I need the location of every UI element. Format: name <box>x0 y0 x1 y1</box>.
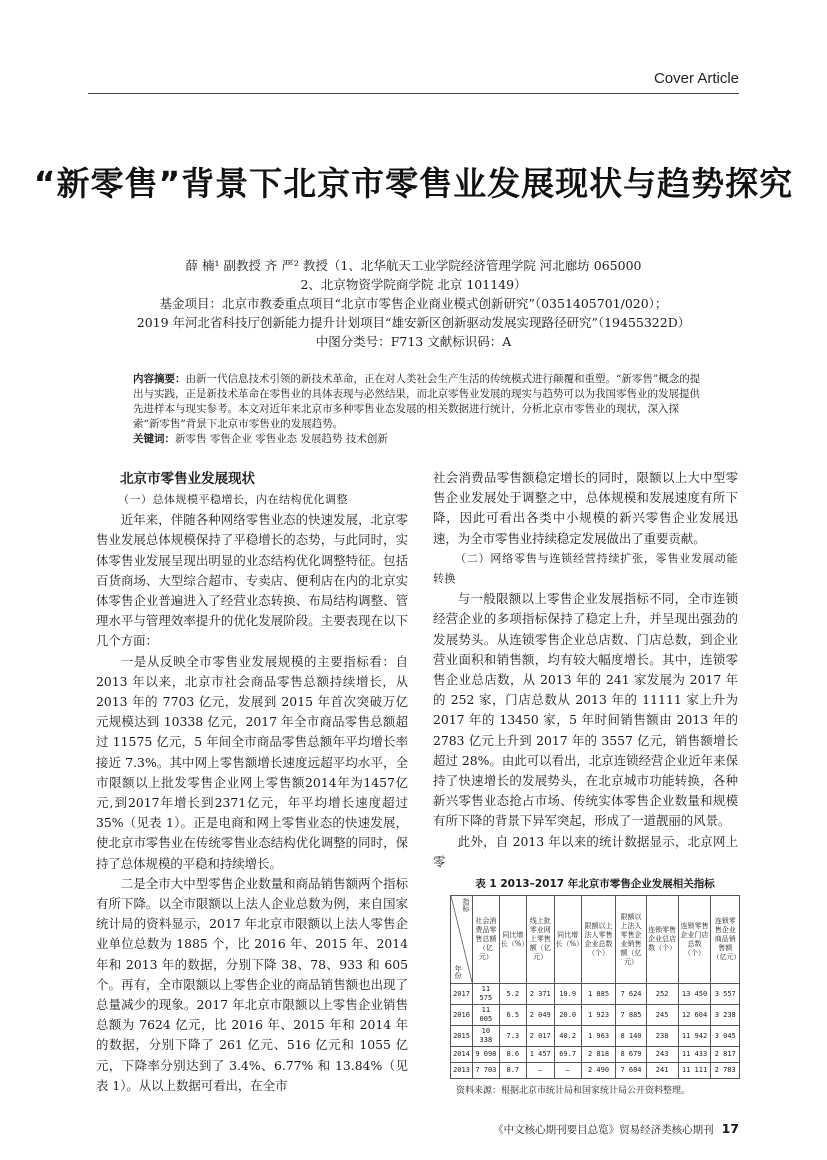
author-block <box>0 256 827 351</box>
table-cell: 8 140 <box>616 1026 646 1047</box>
table-cell: 252 <box>646 984 678 1005</box>
table-row <box>451 1047 740 1063</box>
page-footer <box>493 1121 739 1137</box>
keywords-text: 新零售 零售企业 零售业态 发展趋势 技术创新 <box>175 433 388 445</box>
abstract-label: 内容摘要： <box>133 373 186 385</box>
column-header: 连锁零售企业门店总数（个） <box>678 896 711 984</box>
body-paragraph: 二是全市大中型零售企业数量和商品销售额两个指标有所下降。以全市限额以上法人企业总数为例，来自国家统计局的资料显示，2017 年北京市限额以上法人零售企业单位总数为 1885 个，比 2016 年、2015 年、2014 年和 2013 年的数据，分别下降 38、78、933 和 605 个。再有，全市限额以上零售企业的商品销售额也出现了总量减少的现象。2017 年北京市限额以上零售企业销售总额为 7624 亿元，比 2016 年、2015 年和 2014 年的数据，分别下降了 261 亿元、516 亿元和 1055 亿元，下降率分别达到了 3.4%、6.77% 和 13.84%（见表 1）。从以上数据可看出，在全市 <box>96 875 408 1093</box>
table-header-row <box>451 896 740 984</box>
body-paragraph: 此外，自 2013 年以来的统计数据显示，北京网上零 <box>433 833 738 869</box>
journal-name: 《中文核心期刊要目总览》贸易经济类核心期刊 <box>493 1124 714 1136</box>
table-cell: 2 371 <box>526 984 554 1005</box>
table-cell: 3 238 <box>711 1005 740 1026</box>
keywords-label: 关键词： <box>133 433 175 445</box>
table-cell: 8.7 <box>499 1063 526 1079</box>
classification-line: 中图分类号：F713 文献标识码：A <box>315 334 512 349</box>
table-row <box>451 984 740 1005</box>
table-title: 表 1 2013–2017 年北京市零售企业发展相关指标 <box>475 878 715 890</box>
table-cell: 7 624 <box>616 984 646 1005</box>
body-paragraph: 与一般限额以上零售企业发展指标不同，全市连锁经营企业的多项指标保持了稳定上升，并呈现出强劲的发展势头。从连锁零售企业总店数、门店总数，到企业营业面积和销售额，均有较大幅度增长。其中，连锁零售企业总店数，从 2013 年的 241 家发展为 2017 年的 252 家，门店总数从 2013 年的 11111 家上升为 2017 年的 13450 家，5 年时间销售额由 2013 年的 2783 亿元上升到 2017 年的 3557 亿元，销售额增长超过 28%。由此可以看出，北京连锁经营企业近年来保持了快速增长的发展势头，在北京城市功能转换，各种新兴零售业态抢占市场、传统实体零售企业数量和规模有所下降的背景下异军突起，形成了一道靓丽的风景。 <box>433 591 738 829</box>
table-cell: – <box>526 1063 554 1079</box>
table-cell: 5.2 <box>499 984 526 1005</box>
table-cell: 1 923 <box>581 1005 616 1026</box>
table-cell: – <box>554 1063 581 1079</box>
table-row <box>451 1063 740 1079</box>
body-paragraph: 一是从反映全市零售业发展规模的主要指标看：自 2013 年以来，北京市社会商品零售总额持续增长，从 2013 年的 7703 亿元，发展到 2015 年首次突破万亿元规模达到 10338 亿元，2017 年全市商品零售总额超过 11575 亿元，5 年间全市商品零售总额年平均增长率接近 7.3%。其中网上零售额增长速度远超平均水平，全市限额以上批发零售企业网上零售额2014年为1457亿元,到2017年增长到2371亿元，年平均增长速度超过 35%（见表 1）。正是电商和网上零售业态的快速发展，使北京市零售业在传统零售业态结构优化调整的同时，保持了总体规模的平稳和持续增长。 <box>96 653 408 871</box>
table-cell: 9 098 <box>473 1047 500 1063</box>
table-cell: 7 885 <box>616 1005 646 1026</box>
table-cell: 20.0 <box>554 1005 581 1026</box>
table-cell: 40.2 <box>554 1026 581 1047</box>
funding-line-2: 2019 年河北省科技厅创新能力提升计划项目“雄安新区创新驱动发展实现路径研究”（19455322D） <box>136 315 691 330</box>
table-cell: 1 963 <box>581 1026 616 1047</box>
table-corner-cell <box>451 896 473 984</box>
funding-line-1: 基金项目：北京市教委重点项目“北京市零售企业商业模式创新研究”（0351405701/020）； <box>159 296 668 311</box>
table-cell: 243 <box>646 1047 678 1063</box>
table-cell: 7.3 <box>499 1026 526 1047</box>
table-cell: 241 <box>646 1063 678 1079</box>
table-1 <box>450 876 740 1096</box>
left-column <box>96 468 408 1096</box>
corner-bottom-label: 年份 <box>454 965 462 979</box>
table-cell: 8.6 <box>499 1047 526 1063</box>
section-heading: 北京市零售业发展现状 <box>120 471 255 487</box>
column-header: 连锁零售企业商品销售额（亿元） <box>711 896 740 984</box>
column-header: 连锁零售企业总店数（个） <box>646 896 678 984</box>
column-header: 同比增长（%） <box>554 896 581 984</box>
table-cell: 10.9 <box>554 984 581 1005</box>
column-header: 社会消费品零售总额（亿元） <box>473 896 500 984</box>
table-cell: 2013 <box>451 1063 473 1079</box>
table-cell: 2017 <box>451 984 473 1005</box>
author-line-1: 薛 楠¹ 副教授 齐 严² 教授（1、北华航天工业学院经济管理学院 河北廊坊 065000 <box>185 258 642 273</box>
body-paragraph: 社会消费品零售额稳定增长的同时，限额以上大中型零售企业发展处于调整之中，总体规模和发展速度有所下降，因此可看出各类中小规模的新兴零售企业发展迅速，为全市零售业持续稳定发展做出了重要贡献。 <box>433 470 738 546</box>
table-cell: 3 557 <box>711 984 740 1005</box>
subsection-heading-1: （一）总体规模平稳增长，内在结构优化调整 <box>118 493 348 506</box>
keywords-paragraph <box>133 432 705 447</box>
table-cell: 7 703 <box>473 1063 500 1079</box>
column-header: 线上批零业网上零售额（亿元） <box>526 896 554 984</box>
table-cell: 1 457 <box>526 1047 554 1063</box>
table-cell: 11 942 <box>678 1026 711 1047</box>
author-line-2: 2、北京物资学院商学院 北京 101149） <box>300 277 527 292</box>
table-cell: 11 575 <box>473 984 500 1005</box>
table-cell: 12 604 <box>678 1005 711 1026</box>
body-paragraph: 近年来，伴随各种网络零售业态的快速发展，北京零售业发展总体规模保持了平稳增长的态势，与此同时，实体零售业发展呈现出明显的业态结构优化调整特征。包括百货商场、大型综合超市、专卖店、便利店在内的北京实体零售企业普遍进入了经营业态转换、布局结构调整、管理水平与管理效率提升的优化发展阶段。主要表现在以下几个方面： <box>96 512 408 649</box>
abstract-block <box>133 372 705 447</box>
column-header: 限额以上法人零售企业总数（个） <box>581 896 616 984</box>
table-cell: 2 017 <box>526 1026 554 1047</box>
table-cell: 11 433 <box>678 1047 711 1063</box>
table-cell: 69.7 <box>554 1047 581 1063</box>
header-divider <box>88 93 739 94</box>
table-cell: 2 818 <box>581 1047 616 1063</box>
corner-top-label: 指标 <box>462 898 470 912</box>
right-column <box>433 468 738 872</box>
table-cell: 245 <box>646 1005 678 1026</box>
table-source-note: 资料来源：根据北京市统计局和国家统计局公开资料整理。 <box>456 1086 691 1096</box>
table-cell: 2 783 <box>711 1063 740 1079</box>
table-cell: 13 450 <box>678 984 711 1005</box>
data-table <box>450 895 740 1079</box>
table-row <box>451 1026 740 1047</box>
table-cell: 238 <box>646 1026 678 1047</box>
table-cell: 8 679 <box>616 1047 646 1063</box>
table-cell: 7 604 <box>616 1063 646 1079</box>
table-cell: 2 049 <box>526 1005 554 1026</box>
table-cell: 6.5 <box>499 1005 526 1026</box>
table-cell: 2 817 <box>711 1047 740 1063</box>
column-header: 限额以上法人零售企业销售额（亿元） <box>616 896 646 984</box>
section-label: Cover Article <box>653 70 739 87</box>
column-header: 同比增长（%） <box>499 896 526 984</box>
table-cell: 1 885 <box>581 984 616 1005</box>
table-row <box>451 1005 740 1026</box>
subsection-heading-2: （二）网络零售与连锁经营持续扩张，零售业发展动能转换 <box>433 551 738 586</box>
article-title: “新零售”背景下北京市零售业发展现状与趋势探究 <box>33 164 794 203</box>
abstract-paragraph <box>133 372 705 432</box>
page-number: 17 <box>721 1121 739 1136</box>
table-cell: 11 111 <box>678 1063 711 1079</box>
table-cell: 2014 <box>451 1047 473 1063</box>
table-cell: 3 045 <box>711 1026 740 1047</box>
table-cell: 10 338 <box>473 1026 500 1047</box>
abstract-text: 由新一代信息技术引领的新技术革命，正在对人类社会生产生活的传统模式进行颠覆和重塑。“新零售”概念的提出与实践，正是新技术革命在零售业的具体表现与必然结果，而北京零售业发展的现实与趋势可以为我国零售业的发展提供先进样本与现实参考。本文对近年来北京市多种零售业态发展的相关数据进行统计，分析北京市零售业的现状，深入探索“新零售”背景下北京市零售业的发展趋势。 <box>133 373 701 430</box>
table-cell: 2015 <box>451 1026 473 1047</box>
table-cell: 11 005 <box>473 1005 500 1026</box>
table-cell: 2016 <box>451 1005 473 1026</box>
table-cell: 2 490 <box>581 1063 616 1079</box>
